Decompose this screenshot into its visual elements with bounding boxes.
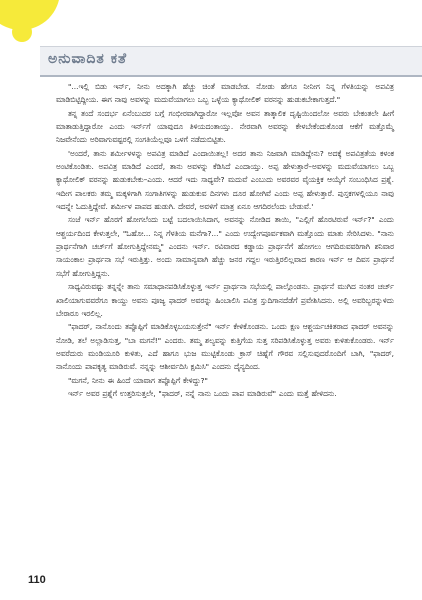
paragraph: "...ಇಲ್ಲಿ ಬಿಡು ಇರ್ನ್, ನೀನು ಅದಕ್ಕಾಗಿ ಹೆಚ್ಚು ಚಿಂತೆ ಮಾಡಬೇಡ. ನೋಡು ಹೇಗೂ ನೀನೀಗ ನಿನ್ನ ಗೆಳತಿಯನ್ನು ಅಪವಿತ್ರ ಮಾಡಿಬಿಟ್ಟಿದ್ದೀಯ. ಈಗ ನಾವು ಅವಳನ್ನು ಮದುವೆಯಾಗಲು ಒಬ್ಬ ಒಳ್ಳೆಯ ಕ್ಯಾಥೋಲಿಕ್ ವರನನ್ನು ಹುಡುಕಬೇಕಾಗುತ್ತದೆ." xyxy=(56,82,394,105)
paragraph: "ಮಗನೆ, ನೀನು ಈ ಹಿಂದೆ ಯಾವಾಗ ತಪ್ಪೊಪ್ಪಿಗೆ ಕೇಳಿದ್ದು?" xyxy=(68,375,208,385)
paragraph: ಇರ್ನ್ ಅವರ ಪ್ರಶ್ನೆಗೆ ಉತ್ತರಿಸುತ್ತಲೇ, "ಫಾದರ್, ನನ್ನೆ ನಾನು ಒಂದು ಪಾಪ ಮಾಡಿರುವೆ" ಎಂದು ಮತ್ತೆ ಹೇಳಿದನು. xyxy=(68,388,337,398)
paragraph: ಸಾಧ್ಯವಿರುವಷ್ಟು ತನ್ನನ್ನೇ ತಾನು ಸಮಾಧಾನಪಡಿಸಿಕೊಳ್ಳುತ್ತ ಇರ್ನ್ ಪ್ರಾರ್ಥನಾ ಸಭೆಯಲ್ಲಿ ಪಾಲ್ಗೊಂಡನು. ಪ್ರಾರ್ಥನೆ ಮುಗಿದ ನಂತರ ಚರ್ಚ್ ಖಾಲಿಯಾಗುವವರೆಗೂ ಕಾಯ್ದು ಅವನು ಪೂಜ್ಯ ಫಾದರ್ ಅವರನ್ನು ಹಿಂಬಾಲಿಸಿ ಪವಿತ್ರ ಸ್ತುದಿಗಾನದೆಡೆಗೆ ಪ್ರವೇಶಿಸಿದನು. ಅಲ್ಲಿ ಅವರಿಬ್ಬರನ್ನುಳಿದು ಬೇರಾರೂ ಇರಲಿಲ್ಲ. xyxy=(56,282,394,318)
page-number: 110 xyxy=(28,574,46,586)
article-body xyxy=(56,80,394,400)
paragraph: 'ಅಂದರೆ, ತಾನು ಶರ್ಮೀಳಳನ್ನು ಅಪವಿತ್ರ ಮಾಡಿದೆ ಎಂದಾಯಿತಲ್ಲ! ಅದರ ತಾನು ನಿಜವಾಗಿ ಮಾಡಿದ್ದೇನು? ಅದಕ್ಕೆ ಅಪವಿತ್ರತೆಯ ಕಳಂಕ ಅಂಟಿಕೊಂಡಿತು. ಅಪವಿತ್ರ ಮಾಡಿದೆ ಎಂದರೆ, ತಾನು ಅವಳನ್ನು ಕೆಡಿಸಿದೆ ಎಂದಾಯ್ತು. ಅಪ್ಪ ಹೇಳುತ್ತಾರೆ–ಅವಳನ್ನು ಮದುವೆಯಾಗಲು ಒಬ್ಬ ಕ್ಯಾಥೋಲಿಕ್ ವರನನ್ನು ಹುಡುಕಬೇಕು–ಎಂದು. ಆದರೆ ಇದು ಸಾಧ್ಯವೇ? ಮದುವೆ ಎಂಬುದು ಅವರವರ ವೈಯಕ್ತಿಕ ಆಯ್ಕೆಗೆ ಸಂಬಂಧಿಸಿದ ಪ್ರಶ್ನೆ. ಇದೀಗ ಪಾಲಕರು ತಮ್ಮ ಮಕ್ಕಳಿಗಾಗಿ ಸಂಗಾತಿಗಳನ್ನು ಹುಡುಕುವ ದಿನಗಳು ದೂರ ಹೋಗಿವೆ ಎಂದು ಅಪ್ಪ ಹೇಳುತ್ತಾರೆ. ಪುಸ್ತಕಗಳಲ್ಲಿಯೂ ನಾವು ಇದನ್ನೇ ಓದುತ್ತಿದ್ದೇವೆ. ಶರ್ಮೀಳ ಪಾಪದ ಹುಡುಗಿ. ದೇವರೆ, ಅವಳಿಗೆ ಮಾತ್ರ ಏನೂ ಆಗದಿರಲೆಂದು ಬೇಡುವೆ.' xyxy=(56,148,394,212)
paragraph: "ಫಾದರ್, ನಾನೊಂದು ತಪ್ಪೊಪ್ಪಿಗೆ ಮಾಡಿಕೊಳ್ಳಬಯಸುತ್ತೇನೆ" ಇರ್ನ್ ಕೇಳಿಕೊಂಡನು. ಒಂದು ಕ್ಷಣ ಆಶ್ಚರ್ಯಚಕಿತರಾದ ಫಾದರ್ ಅವನನ್ನು ನೋಡಿ, ತಲೆ ಅಲ್ಲಾಡಿಸುತ್ತ, "ಬಾ ಮಗನೆ!" ಎಂದರು. ತಮ್ಮ ಶಲ್ಯವನ್ನು ಕುತ್ತಿಗೆಯ ಸುತ್ತ ಸರಿಪಡಿಸಿಕೊಳ್ಳುತ್ತ ಅವರು ಕುಳಿತುಕೊಂಡರು. ಇರ್ನ್ ಅವರೆದುರು ಮಂಡಿಯೂರಿ ಕುಳಿತು, ಎದೆ ಹಾಗೂ ಭುಜ ಮುಟ್ಟಿಕೊಂಡು ಕ್ರಾಸ್ ಚಿಹ್ನೆಗೆ ಗೌರವ ಸಲ್ಲಿಸುವುದರೊಂದಿಗೆ ಬಾಗಿ, "ಫಾದರ್, ನಾನೊಂದು ಪಾಪಕೃತ್ಯ ಮಾಡಿರುವೆ. ನನ್ನನ್ನು ಆಶೀರ್ವದಿಸಿ ಕ್ಷಮಿಸಿ" ಎಂದನು ದೈನ್ಯದಿಂದ. xyxy=(56,322,394,372)
decorative-circle-small xyxy=(12,22,32,42)
paragraph: ತನ್ನ ತಂದೆ ಸಂದರ್ಭ ಏನೆಂಬುದರ ಬಗ್ಗೆ ಗಂಭೀರವಾಗಿದ್ದಾರೋ ಇಲ್ಲವೋ ಅವನ ತಾತ್ಕಾಲಿಕ ದೃಷ್ಟಿಯಿಂದಲೋ ಅವರು ಬೇಕಂತಲೇ ಹೀಗೆ ಮಾತಾಡುತ್ತಿದ್ದಾರೋ ಎಂದು ಇರ್ನ್‌ಗೆ ಯಾವುದೂ ತಿಳಿಯದಂತಾಯ್ತು. ನೇರವಾಗಿ ಅವರನ್ನು ಕೇಳಬೇಕೆಂದುಕೊಂಡ ಆಕೆಗೆ ಮತ್ತೊಮ್ಮೆ ನಿಜವೇನೆಂದು ಅರಿವಾಗುವಷ್ಟರಲ್ಲಿ ಸಂಗತಿಯೆಲ್ಲವೂ ಒಳಗೆ ನಡೆದುಬಿಟ್ಟಿತು. xyxy=(56,108,394,145)
paragraph: ಸಂಜೆ ಇರ್ನ್ ಹೊರಗೆ ಹೋಗಲೆಂದು ಬಟ್ಟೆ ಬದಲಾಯಿಸಿದಾಗ, ಅವನನ್ನು ನೋಡಿದ ತಾಯಿ, "ಎಲ್ಲಿಗೆ ಹೊರಟಿರುವೆ ಇರ್ನ್?" ಎಂದು ಆಶ್ಚರ್ಯದಿಂದ ಕೇಳುತ್ತಲೇ, "ಓಹೋ... ನಿನ್ನ ಗೆಳತಿಯ ಮನೆಗಾ?..." ಎಂದು ಉದ್ವೇಗಪೂರ್ವಕವಾಗಿ ಮತ್ತೊಂದು ಮಾತು ಸೇರಿಸಿದಳು. "ನಾನು ಪ್ರಾರ್ಥನೆಗಾಗಿ ಚರ್ಚ್‌ಗೆ ಹೋಗುತ್ತಿದ್ದೇನಮ್ಮ" ಎಂದನು ಇರ್ನ್. ರವಿವಾರದ ಕಡ್ಡಾಯ ಪ್ರಾರ್ಥನೆಗೆ ಹೋಗಲು ಆಗದಿರುವವರಿಗಾಗಿ ಶನಿವಾರ ಸಾಯಂಕಾಲ ಪ್ರಾರ್ಥನಾ ಸಭೆ ಇರುತ್ತಿತ್ತು. ಅಂದು ಸಾಮಾನ್ಯವಾಗಿ ಹೆಚ್ಚು ಜನರ ಗದ್ದಲ ಇರುತ್ತಿರಲಿಲ್ಲವಾದ ಕಾರಣ ಇರ್ನ್ ಆ ದಿವಸ ಪ್ರಾರ್ಥನೆ ಸಭೆಗೆ ಹೋಗುತ್ತಿದ್ದನು. xyxy=(56,215,394,278)
section-title: ಅನುವಾದಿತ ಕತೆ xyxy=(48,51,128,67)
